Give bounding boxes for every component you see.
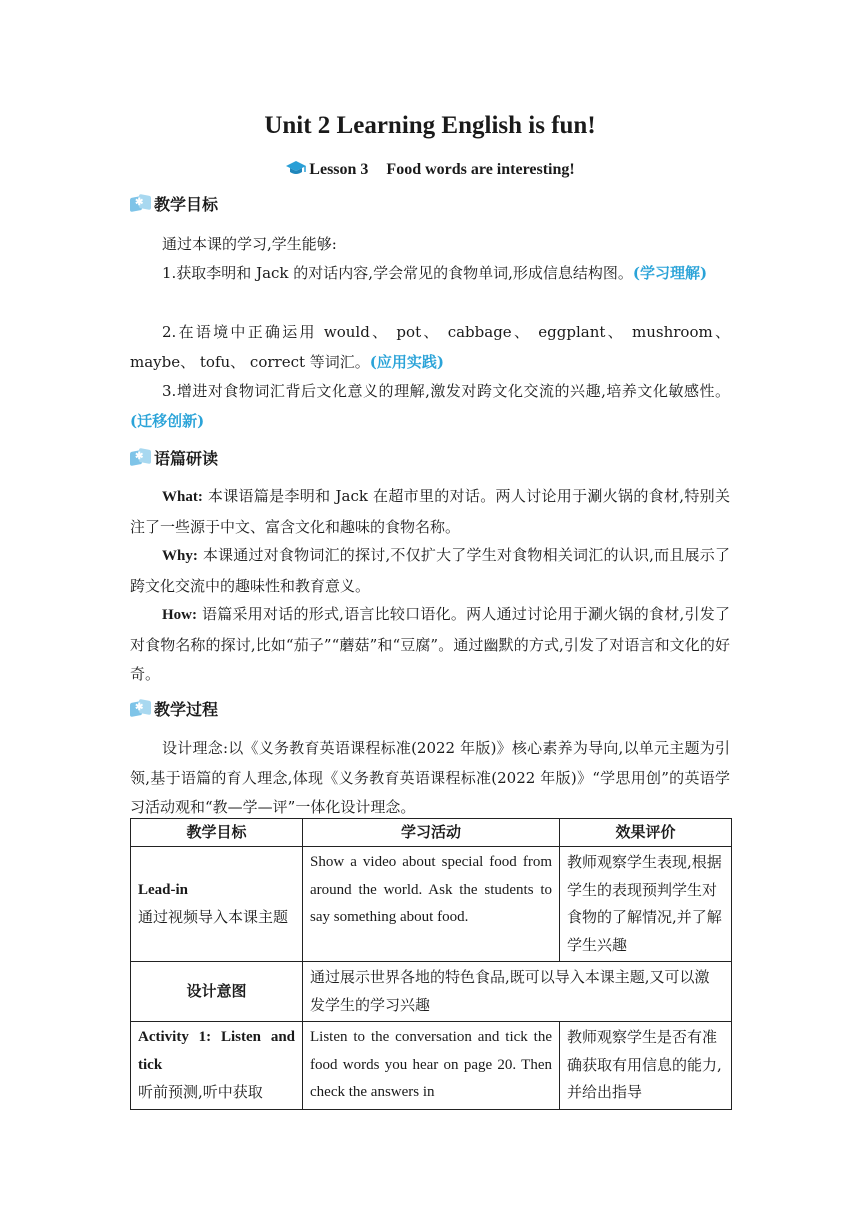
- activity1-evaluation: 教师观察学生是否有准确获取有用信息的能力,并给出指导: [560, 1022, 732, 1110]
- activity1-title: Activity 1: Listen and tick: [138, 1029, 295, 1073]
- section-title: 教学目标: [154, 195, 219, 214]
- unit-title: Unit 2 Learning English is fun!: [264, 112, 596, 139]
- objective-item-1: [130, 259, 730, 289]
- header-activity: 学习活动: [303, 819, 560, 847]
- section-heading-process: [130, 697, 218, 720]
- analysis-why: [130, 541, 730, 601]
- activity1-activity: Listen to the conversation and tick the food words you hear on page 20. Then check the answers in: [303, 1022, 560, 1110]
- table-row: [131, 1022, 732, 1110]
- process-design-concept: 设计理念:以《义务教育英语课程标准(2022 年版)》核心素养为导向,以单元主题为引领,基于语篇的育人理念,体现《义务教育英语课程标准(2022 年版)》“学思用创”的英语学习活动观和“教—学—评”一体化设计理念。: [130, 739, 730, 816]
- lesson-name: Food words are interesting!: [386, 161, 575, 178]
- intent-text: 通过展示世界各地的特色食品,既可以导入本课主题,又可以激发学生的学习兴趣: [303, 962, 732, 1022]
- what-label: What:: [162, 489, 203, 505]
- analysis-what: [130, 482, 730, 542]
- activity1-goal-cell: [131, 1022, 303, 1110]
- section-title: 教学过程: [154, 700, 219, 719]
- teaching-plan-table: [130, 818, 732, 1110]
- intent-label: 设计意图: [131, 962, 303, 1022]
- objective-text: 3.增进对食物词汇背后文化意义的理解,激发对跨文化交流的兴趣,培养文化敏感性。: [162, 382, 730, 400]
- objective-item-3: [130, 377, 730, 436]
- section-heading-analysis: [130, 446, 218, 469]
- table-row: [131, 962, 732, 1022]
- book-icon: ✱: [130, 699, 152, 719]
- section-title: 语篇研读: [154, 449, 219, 468]
- leadin-goal: 通过视频导入本课主题: [138, 908, 289, 926]
- objective-item-2: [130, 318, 730, 377]
- objective-tag: (迁移创新): [130, 411, 205, 430]
- header-goal: 教学目标: [131, 819, 303, 847]
- objectives-intro: 通过本课的学习,学生能够:: [162, 235, 337, 253]
- objective-text: 1.获取李明和 Jack 的对话内容,学会常见的食物单词,形成信息结构图。: [162, 264, 633, 282]
- why-label: Why:: [162, 548, 198, 564]
- objective-text: 2.在语境中正确运用 would、 pot、 cabbage、 eggplant、 mushroom、 maybe、 tofu、 correct 等词汇。: [130, 323, 730, 371]
- analysis-how: [130, 600, 730, 690]
- leadin-evaluation: 教师观察学生表现,根据学生的表现预判学生对食物的了解情况,并了解学生兴趣: [560, 847, 732, 962]
- graduation-cap-icon: [285, 160, 307, 181]
- how-label: How:: [162, 607, 197, 623]
- table-row: [131, 847, 732, 962]
- how-text: 语篇采用对话的形式,语言比较口语化。两人通过讨论用于涮火锅的食材,引发了对食物名称的探讨,比如“茄子”“蘑菇”和“豆腐”。通过幽默的方式,引发了对语言和文化的好奇。: [130, 605, 730, 683]
- header-evaluation: 效果评价: [560, 819, 732, 847]
- leadin-activity: Show a video about special food from around the world. Ask the students to say something about food.: [303, 847, 560, 962]
- leadin-title: Lead-in: [138, 881, 189, 898]
- leadin-goal-cell: [131, 847, 303, 962]
- table-header-row: [131, 819, 732, 847]
- objective-tag: (应用实践): [369, 352, 444, 371]
- objective-tag: (学习理解): [632, 264, 708, 282]
- activity1-goal: 听前预测,听中获取: [138, 1083, 263, 1101]
- what-text: 本课语篇是李明和 Jack 在超市里的对话。两人讨论用于涮火锅的食材,特别关注了一些源于中文、富含文化和趣味的食物名称。: [130, 487, 730, 536]
- book-icon: ✱: [130, 194, 152, 214]
- lesson-heading: [0, 160, 860, 181]
- section-heading-objectives: [130, 192, 218, 215]
- why-text: 本课通过对食物词汇的探讨,不仅扩大了学生对食物相关词汇的认识,而且展示了跨文化交流中的趣味性和教育意义。: [130, 546, 730, 595]
- book-icon: ✱: [130, 448, 152, 468]
- lesson-number: Lesson 3: [309, 161, 369, 178]
